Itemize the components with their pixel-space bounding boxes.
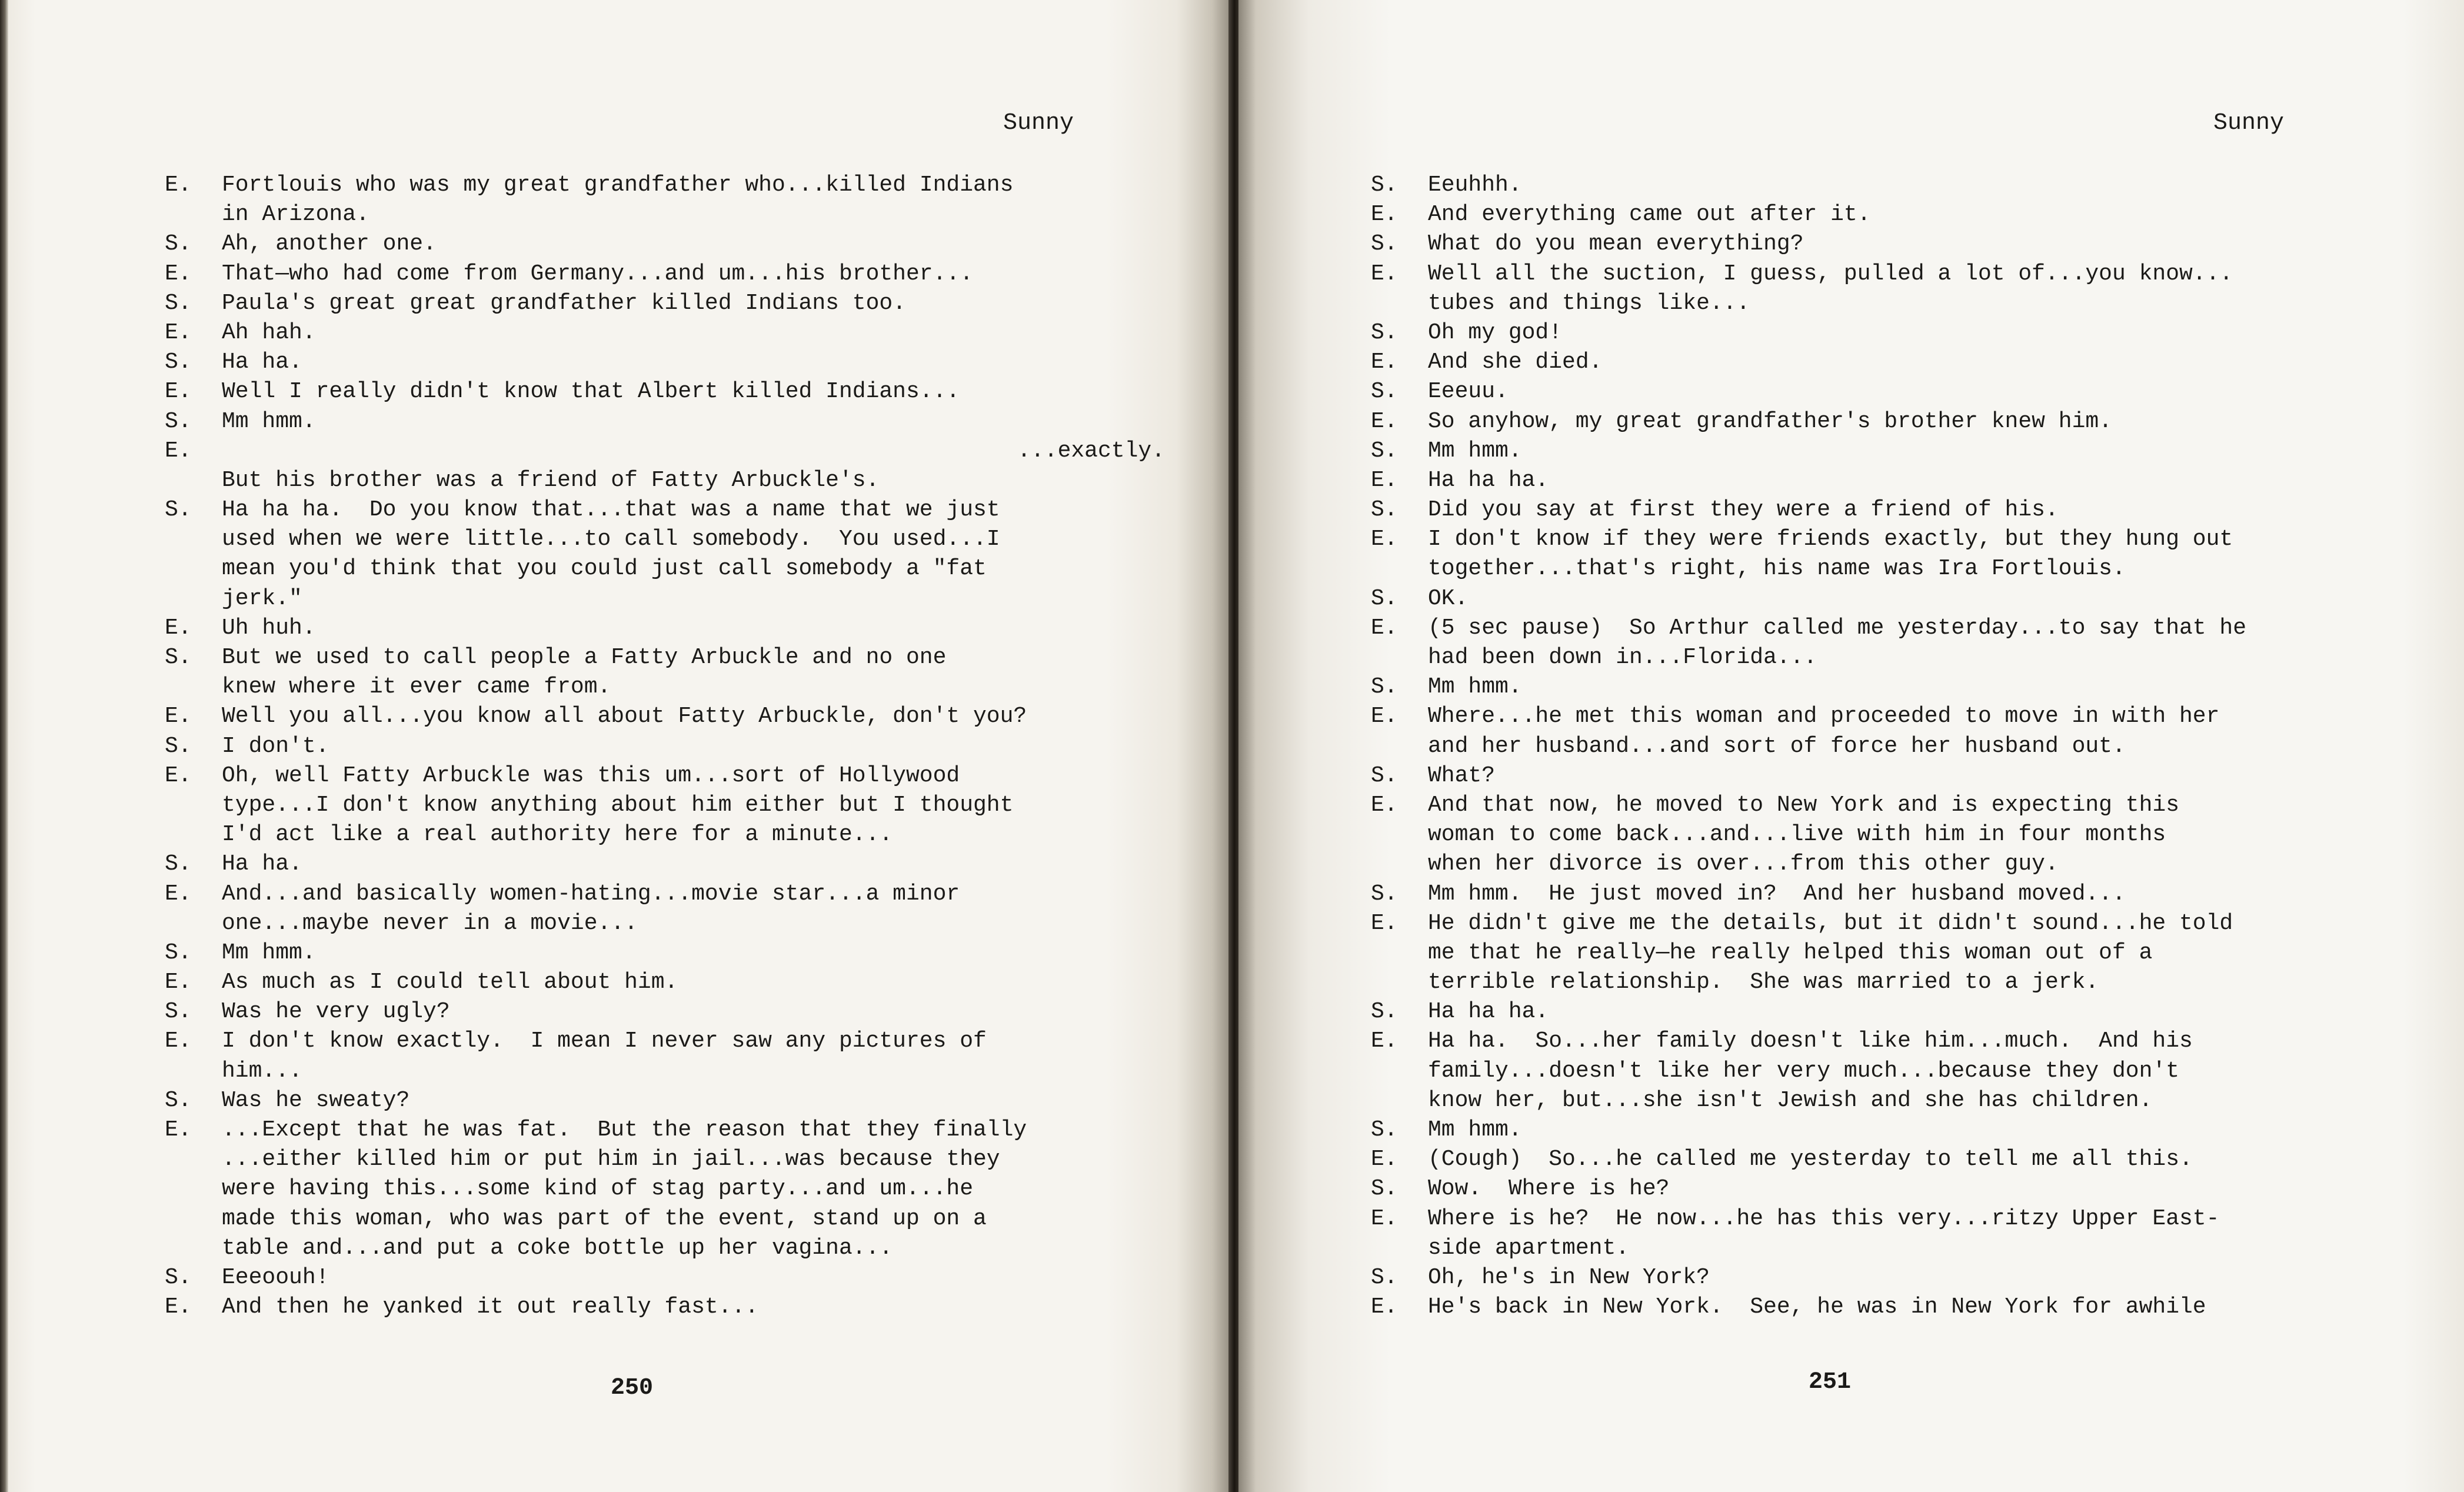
line-text: Well you all...you know all about Fatty Arbuckle, don't you? [222,704,1027,730]
line-text: Oh my god! [1428,319,1563,345]
speaker-label: S. [165,231,192,257]
speaker-label: E. [165,704,192,730]
line-text: tubes and things like... [1428,290,1750,316]
speaker-label [165,466,222,495]
speaker-label: E. [1371,202,1398,228]
speaker-label: S. [1371,585,1398,611]
running-head: Sunny [2213,110,2285,136]
dialogue-line [165,732,1165,761]
line-text: ...exactly. [1017,438,1165,464]
line-text: And everything came out after it. [1428,202,1871,228]
transcript-text [1371,171,2406,1322]
line-text: Ha ha. [222,349,302,375]
speaker-label: E. [1371,704,1398,730]
line-text: Oh, well Fatty Arbuckle was this um...sort of Hollywood [222,762,960,788]
dialogue-line [1371,938,2406,968]
dialogue-line [1371,791,2406,820]
dialogue-line [1371,968,2406,997]
line-text: knew where it ever came from. [222,674,611,700]
dialogue-line [1371,407,2406,437]
line-text: Mm hmm. [1428,1117,1522,1143]
speaker-label: S. [165,999,192,1025]
speaker-label: S. [1371,231,1398,257]
dialogue-line [1371,318,2406,348]
dialogue-line [1371,702,2406,731]
speaker-label [165,1234,222,1263]
dialogue-line [165,229,1165,259]
line-text: Uh huh. [222,615,316,641]
speaker-label: S. [165,1264,192,1290]
dialogue-line [165,968,1165,997]
dialogue-line [1371,614,2406,643]
speaker-label: E. [1371,615,1398,641]
speaker-label: S. [1371,1117,1398,1143]
speaker-label: S. [165,940,192,965]
speaker-label: S. [165,349,192,375]
speaker-label [1371,643,1428,672]
speaker-label: E. [165,1294,192,1320]
line-text: As much as I could tell about him. [222,970,678,995]
dialogue-line [1371,880,2406,909]
speaker-label: S. [165,645,192,670]
speaker-label: E. [165,172,192,198]
line-text: Was he sweaty? [222,1087,410,1113]
speaker-label [1371,289,1428,318]
line-text: Ha ha. So...her family doesn't like him...much. And his [1428,1028,2193,1054]
speaker-label: S. [1371,319,1398,345]
dialogue-line [165,525,1165,554]
dialogue-line [165,1293,1165,1322]
dialogue-line [1371,554,2406,584]
dialogue-line [165,643,1165,672]
speaker-label: E. [1371,408,1398,434]
line-text: Ah hah. [222,319,316,345]
dialogue-line [165,495,1165,525]
dialogue-line [1371,1234,2406,1263]
dialogue-line [165,1086,1165,1115]
dialogue-line [165,437,1165,466]
dialogue-line [165,997,1165,1027]
speaker-label: E. [1371,1205,1398,1231]
dialogue-line [1371,1174,2406,1204]
line-text: terrible relationship. She was married to a jerk. [1428,970,2099,995]
dialogue-line [165,466,1165,495]
dialogue-line [1371,1145,2406,1174]
line-text: I'd act like a real authority here for a minute... [222,822,893,848]
line-text: know her, but...she isn't Jewish and she has children. [1428,1087,2153,1113]
speaker-label: E. [165,1028,192,1054]
line-text: side apartment. [1428,1235,1630,1261]
line-text: Fortlouis who was my great grandfather who...killed Indians [222,172,1014,198]
speaker-label: S. [1371,438,1398,464]
speaker-label: E. [165,762,192,788]
dialogue-line [165,1234,1165,1263]
dialogue-line [1371,997,2406,1027]
speaker-label: S. [165,1087,192,1113]
line-text: ...Except that he was fat. But the reason that they finally [222,1117,1027,1143]
speaker-label: S. [1371,881,1398,907]
speaker-label: S. [1371,379,1398,405]
speaker-label [1371,732,1428,761]
dialogue-line [165,909,1165,938]
speaker-label: E. [1371,910,1398,936]
dialogue-line [1371,348,2406,377]
line-text: (5 sec pause) So Arthur called me yesterday...to say that he [1428,615,2247,641]
dialogue-line [1371,171,2406,200]
speaker-label [165,584,222,614]
page-edge [0,0,8,1492]
dialogue-line [1371,820,2406,850]
page-number: 251 [1809,1369,1852,1396]
speaker-label [165,1057,222,1086]
dialogue-line [165,1204,1165,1234]
line-text: Well all the suction, I guess, pulled a lot of...you know... [1428,261,2233,287]
line-text: and her husband...and sort of force her husband out. [1428,733,2126,759]
speaker-label [1371,850,1428,879]
line-text: Mm hmm. [1428,438,1522,464]
transcript-text [165,171,1165,1322]
speaker-label [1371,1086,1428,1115]
running-head: Sunny [1003,110,1074,136]
line-text: So anyhow, my great grandfather's brother knew him. [1428,408,2112,434]
line-text: I don't know if they were friends exactly, but they hung out [1428,527,2233,552]
line-text: And...and basically women-hating...movie star...a minor [222,881,960,907]
speaker-label [165,909,222,938]
dialogue-line [1371,437,2406,466]
line-text: Ah, another one. [222,231,437,257]
line-text: But we used to call people a Fatty Arbuckle and no one [222,645,947,670]
speaker-label: S. [1371,1176,1398,1202]
dialogue-line [1371,672,2406,702]
dialogue-line [165,1027,1165,1056]
speaker-label: S. [165,408,192,434]
dialogue-line [165,702,1165,731]
dialogue-line [165,259,1165,289]
speaker-label [1371,554,1428,584]
speaker-label [165,672,222,702]
line-text: I don't. [222,733,329,759]
right-page [1238,0,2464,1492]
line-text: Eeuhhh. [1428,172,1522,198]
dialogue-line [1371,1293,2406,1322]
line-text: (Cough) So...he called me yesterday to tell me all this. [1428,1147,2193,1173]
line-text: type...I don't know anything about him either but I thought [222,792,1014,818]
page-number: 250 [611,1375,654,1401]
line-text: Wow. Where is he? [1428,1176,1670,1202]
dialogue-line [165,289,1165,318]
speaker-label: S. [165,851,192,877]
line-text: Well I really didn't know that Albert killed Indians... [222,379,960,405]
dialogue-line [165,850,1165,879]
line-text: Did you say at first they were a friend of his. [1428,497,2059,523]
dialogue-line [1371,259,2406,289]
dialogue-line [165,1263,1165,1293]
line-text: used when we were little...to call somebody. You used...I [222,527,1000,552]
line-text: jerk." [222,585,302,611]
line-text: And that now, he moved to New York and is expecting this [1428,792,2180,818]
dialogue-line [165,171,1165,200]
speaker-label [165,820,222,850]
line-text: together...that's right, his name was Ira Fortlouis. [1428,556,2126,582]
dialogue-line [1371,761,2406,791]
speaker-label: E. [1371,467,1398,493]
dialogue-line [1371,584,2406,614]
speaker-label: E. [165,1117,192,1143]
line-text: made this woman, who was part of the event, stand up on a [222,1205,987,1231]
line-text: He's back in New York. See, he was in New York for awhile [1428,1294,2206,1320]
line-text: I don't know exactly. I mean I never saw any pictures of [222,1028,987,1054]
line-text: That—who had come from Germany...and um...his brother... [222,261,974,287]
speaker-label: E. [1371,349,1398,375]
line-text: had been down in...Florida... [1428,645,1817,670]
line-text: mean you'd think that you could just call somebody a "fat [222,556,987,582]
line-text: him... [222,1058,302,1084]
dialogue-line [1371,732,2406,761]
dialogue-line [1371,1263,2406,1293]
dialogue-line [165,672,1165,702]
dialogue-line [1371,1115,2406,1145]
speaker-label: E. [1371,527,1398,552]
dialogue-line [165,938,1165,968]
line-text: What? [1428,762,1496,788]
line-text: in Arizona. [222,202,369,228]
speaker-label: S. [165,497,192,523]
dialogue-line [1371,289,2406,318]
line-text: Oh, he's in New York? [1428,1264,1710,1290]
speaker-label [165,200,222,229]
dialogue-line [165,791,1165,820]
speaker-label: E. [1371,1028,1398,1054]
speaker-label [165,1204,222,1234]
line-text: me that he really—he really helped this woman out of a [1428,940,2153,965]
speaker-label [1371,1234,1428,1263]
speaker-label: S. [1371,674,1398,700]
dialogue-line [1371,495,2406,525]
speaker-label: S. [165,290,192,316]
dialogue-line [1371,377,2406,407]
speaker-label: S. [1371,1264,1398,1290]
speaker-label: E. [165,970,192,995]
dialogue-line [1371,229,2406,259]
speaker-label: E. [1371,1294,1398,1320]
dialogue-line [1371,1027,2406,1056]
dialogue-line [165,407,1165,437]
dialogue-line [165,1174,1165,1204]
dialogue-line [165,1057,1165,1086]
speaker-label [165,1145,222,1174]
dialogue-line [165,1115,1165,1145]
line-text: What do you mean everything? [1428,231,1804,257]
speaker-label: E. [165,261,192,287]
speaker-label: E. [165,615,192,641]
dialogue-line [165,880,1165,909]
line-text: family...doesn't like her very much...because they don't [1428,1058,2180,1084]
dialogue-line [165,1145,1165,1174]
speaker-label: S. [1371,172,1398,198]
speaker-label: S. [1371,762,1398,788]
line-text: Eeeoouh! [222,1264,329,1290]
speaker-label [1371,968,1428,997]
speaker-label: E. [165,379,192,405]
dialogue-line [165,348,1165,377]
line-text: Ha ha ha. [1428,467,1549,493]
speaker-label: S. [1371,497,1398,523]
line-text: Ha ha ha. Do you know that...that was a name that we just [222,497,1000,523]
line-text: Where is he? He now...he has this very...ritzy Upper East- [1428,1205,2220,1231]
line-text: Ha ha ha. [1428,999,1549,1025]
speaker-label [165,554,222,584]
line-text: table and...and put a coke bottle up her vagina... [222,1235,893,1261]
line-text: Paula's great great grandfather killed Indians too. [222,290,906,316]
speaker-label [165,791,222,820]
line-text: Eeeuu. [1428,379,1509,405]
speaker-label: E. [1371,792,1398,818]
line-text: Mm hmm. [222,408,316,434]
line-text: when her divorce is over...from this other guy. [1428,851,2059,877]
speaker-label: E. [1371,1147,1398,1173]
dialogue-line [1371,909,2406,938]
dialogue-line [1371,200,2406,229]
speaker-label [1371,938,1428,968]
line-text: Mm hmm. [1428,674,1522,700]
line-text: OK. [1428,585,1469,611]
line-text: were having this...some kind of stag party...and um...he [222,1176,974,1202]
line-text: Where...he met this woman and proceeded to move in with her [1428,704,2220,730]
dialogue-line [1371,525,2406,554]
dialogue-line [165,377,1165,407]
dialogue-line [165,820,1165,850]
dialogue-line [1371,466,2406,495]
dialogue-line [1371,1057,2406,1086]
line-text: Was he very ugly? [222,999,450,1025]
speaker-label: E. [165,319,192,345]
dialogue-line [165,761,1165,791]
line-text: Mm hmm. He just moved in? And her husband moved... [1428,881,2126,907]
speaker-label [165,525,222,554]
dialogue-line [1371,850,2406,879]
line-text: one...maybe never in a movie... [222,910,638,936]
dialogue-line [1371,1086,2406,1115]
speaker-label [165,1174,222,1204]
speaker-label: E. [1371,261,1398,287]
line-text: woman to come back...and...live with him in four months [1428,822,2166,848]
line-text: And then he yanked it out really fast... [222,1294,759,1320]
line-text: Mm hmm. [222,940,316,965]
line-text: But his brother was a friend of Fatty Arbuckle's. [222,467,880,493]
line-text: He didn't give me the details, but it didn't sound...he told [1428,910,2233,936]
dialogue-line [1371,643,2406,672]
dialogue-line [165,614,1165,643]
line-text: ...either killed him or put him in jail...was because they [222,1147,1000,1173]
dialogue-line [165,200,1165,229]
dialogue-line [165,584,1165,614]
dialogue-line [165,318,1165,348]
speaker-label: E. [165,881,192,907]
speaker-label [1371,1057,1428,1086]
speaker-label [1371,820,1428,850]
dialogue-line [165,554,1165,584]
line-text: And she died. [1428,349,1603,375]
speaker-label: S. [1371,999,1398,1025]
speaker-label: S. [165,733,192,759]
line-text: Ha ha. [222,851,302,877]
speaker-label: E. [165,438,192,464]
dialogue-line [1371,1204,2406,1234]
